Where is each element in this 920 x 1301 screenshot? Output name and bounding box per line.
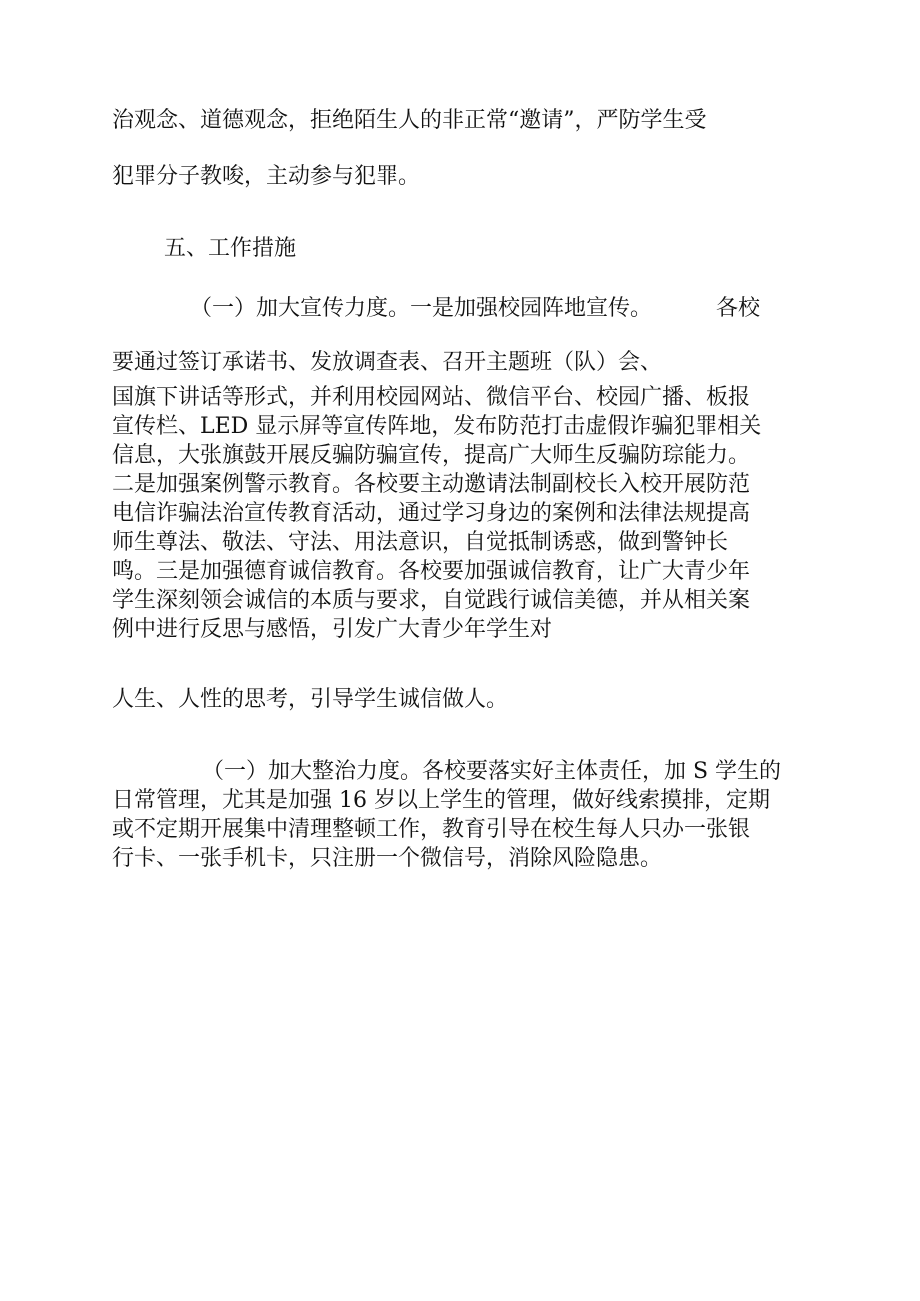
intro-line-2: 犯罪分子教唆，主动参与犯罪。 bbox=[112, 164, 421, 189]
measure1-first-line: （一）加大宣传力度。一是加强校园阵地宣传。 bbox=[190, 296, 653, 321]
measure2-body bbox=[112, 757, 792, 873]
body-line: （一）加大整治力度。各校要落实好主体责任，加 S 学生的 bbox=[202, 759, 782, 784]
body-line: 行卡、一张手机卡，只注册一个微信号，消除风险隐患。 bbox=[112, 846, 663, 871]
measure1-first-line-end: 各校 bbox=[716, 296, 761, 321]
body-line: 日常管理，尤其是加强 16 岁以上学生的管理，做好线索摸排，定期 bbox=[112, 788, 770, 813]
measure1-body bbox=[112, 383, 792, 644]
body-line: 师生尊法、敬法、守法、用法意识，自觉抵制诱惑，做到警钟长 bbox=[112, 530, 729, 555]
body-line: 宣传栏、LED 显示屏等宣传阵地，发布防范打击虚假诈骗犯罪相关 bbox=[112, 414, 762, 439]
body-line: 学生深刻领会诚信的本质与要求，自觉践行诚信美德，并从相关案 bbox=[112, 588, 751, 613]
intro-line-1: 治观念、道德观念，拒绝陌生人的非正常“邀请”，严防学生受 bbox=[112, 108, 707, 133]
section-heading: 五、工作措施 bbox=[164, 236, 297, 261]
body-line: 鸣。三是加强德育诚信教育。各校要加强诚信教育，让广大青少年 bbox=[112, 559, 751, 584]
body-line: 国旗下讲话等形式，并利用校园网站、微信平台、校园广播、板报 bbox=[112, 385, 751, 410]
body-line: 电信诈骗法治宣传教育活动，通过学习身边的案例和法律法规提高 bbox=[112, 501, 751, 526]
body-line: 二是加强案例警示教育。各校要主动邀请法制副校长入校开展防范 bbox=[112, 472, 751, 497]
body-line: 或不定期开展集中清理整顿工作，教育引导在校生每人只办一张银 bbox=[112, 817, 751, 842]
measure1-second-line: 要通过签订承诺书、发放调查表、召开主题班（队）会、 bbox=[112, 350, 663, 375]
body-line: 例中进行反思与感悟，引发广大青少年学生对 bbox=[112, 617, 553, 642]
body-line: 信息，大张旗鼓开展反骗防骗宣传，提高广大师生反骗防琮能力。 bbox=[112, 443, 751, 468]
measure1-last-line: 人生、人性的思考，引导学生诚信做人。 bbox=[112, 687, 509, 712]
